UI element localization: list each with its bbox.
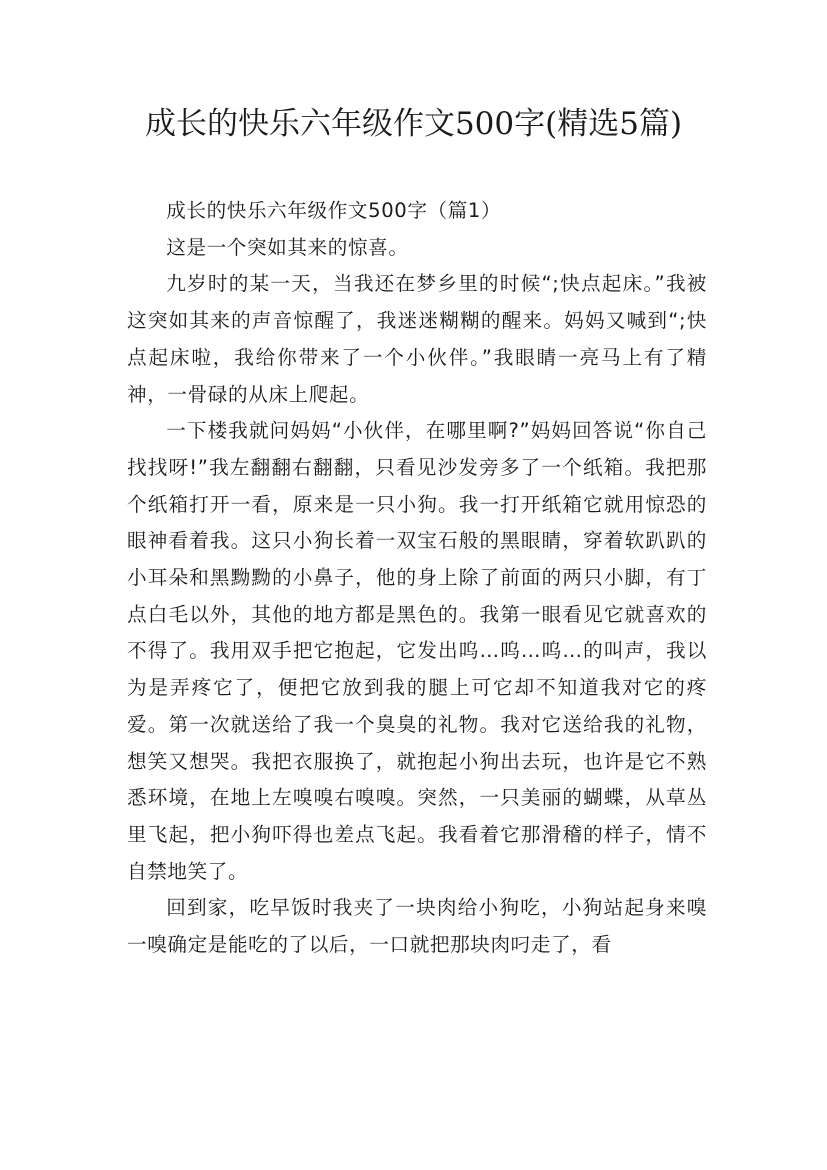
paragraph: 九岁时的某一天，当我还在梦乡里的时候“;快点起床。”我被这突如其来的声音惊醒了，我迷迷糊糊的醒来。妈妈又喊到“;快点起床啦，我给你带来了一个小伙伴。”我眼睛一亮马上有了精神，一骨碌的从床上爬起。 (127, 272, 707, 406)
essay-heading: 成长的快乐六年级作文500字（篇1） (166, 199, 502, 222)
document-body (127, 193, 707, 964)
document-title: 成长的快乐六年级作文500字(精选5篇) (144, 106, 683, 142)
paragraph: 这是一个突如其来的惊喜。 (166, 235, 409, 259)
paragraph: 一下楼我就问妈妈“小伙伴，在哪里啊?”妈妈回答说“你自己找找呀!”我左翻翻右翻翻，只看见沙发旁多了一个纸箱。我把那个纸箱打开一看，原来是一只小狗。我一打开纸箱它就用惊恐的眼神看着我。这只小狗长着一双宝石般的黑眼睛，穿着软趴趴的小耳朵和黑黝黝的小鼻子，他的身上除了前面的两只小脚，有丁点白毛以外，其他的地方都是黑色的。我第一眼看见它就喜欢的不得了。我用双手把它抱起，它发出呜…呜…呜…的叫声，我以为是弄疼它了，便把它放到我的腿上可它却不知道我对它的疼爱。第一次就送给了我一个臭臭的礼物。我对它送给我的礼物，想笑又想哭。我把衣服换了，就抱起小狗出去玩，也许是它不熟悉环境，在地上左嗅嗅右嗅嗅。突然，一只美丽的蝴蝶，从草丛里飞起，把小狗吓得也差点飞起。我看着它那滑稽的样子，情不自禁地笑了。 (127, 419, 707, 883)
paragraph: 回到家，吃早饭时我夹了一块肉给小狗吃，小狗站起身来嗅一嗅确定是能吃的了以后，一口就把那块肉叼走了，看 (127, 896, 707, 957)
